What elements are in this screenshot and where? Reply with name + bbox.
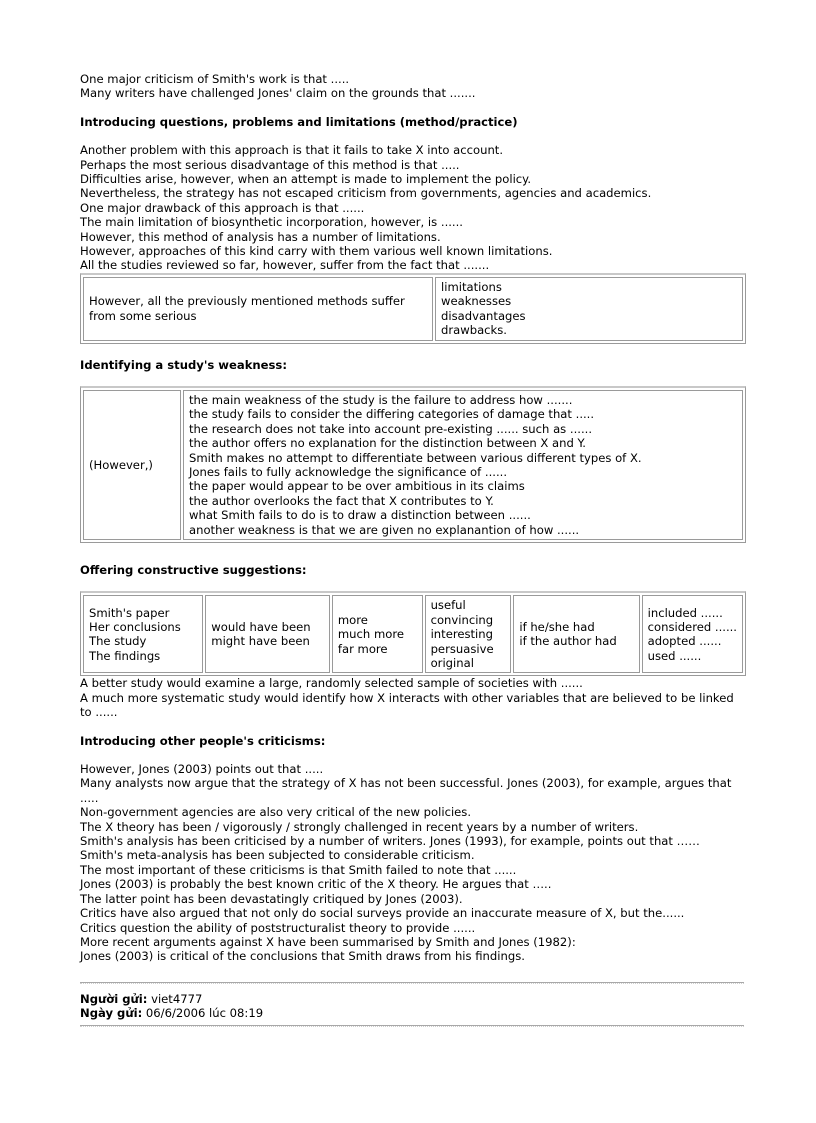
document-page — [80, 72, 744, 1027]
section-heading-criticisms: Introducing other people's criticisms: — [80, 733, 326, 748]
suggestions-col-condition — [513, 595, 639, 673]
list-item: if he/she had — [519, 619, 595, 634]
suggestion-line: A better study would examine a large, randomly selected sample of societies with ...... — [80, 676, 583, 691]
list-item: The X theory has been / vigorously / strongly challenged in recent years by a number of writers. — [80, 819, 639, 834]
list-item: The main limitation of biosynthetic incorporation, however, is ...... — [80, 215, 463, 230]
list-item: All the studies reviewed so far, however, suffer from the fact that ....... — [80, 258, 490, 273]
list-item: limitations — [441, 279, 502, 294]
sender-value: viet4777 — [151, 991, 203, 1006]
list-item: However, Jones (2003) points out that ..... — [80, 762, 324, 777]
list-item: original — [430, 656, 474, 670]
suggestions-col-degree — [332, 595, 423, 673]
weakness-table-left: (However,) — [83, 390, 181, 540]
list-item: considered ...... — [647, 619, 737, 634]
intro-line: Many writers have challenged Jones' claim on the grounds that ....... — [80, 86, 476, 101]
list-item: the author overlooks the fact that X contributes to Y. — [189, 493, 494, 508]
section-heading-limitations: Introducing questions, problems and limitations (method/practice) — [80, 114, 518, 129]
sender-label: Người gửi: — [80, 991, 148, 1006]
limitations-table — [80, 273, 746, 344]
weakness-table — [80, 386, 746, 543]
list-item: Perhaps the most serious disadvantage of this method is that ..... — [80, 157, 460, 172]
list-item: far more — [337, 641, 388, 656]
divider — [80, 1025, 744, 1027]
list-item: Jones (2003) is critical of the conclusions that Smith draws from his findings. — [80, 949, 525, 964]
list-item: much more — [337, 627, 404, 642]
suggestion-line: A much more systematic study would identify how X interacts with other variables that are believed to be linked to ...... — [80, 690, 734, 720]
list-item: The latter point has been devastatingly critiqued by Jones (2003). — [80, 891, 463, 906]
list-item: Jones fails to fully acknowledge the significance of ...... — [189, 464, 508, 479]
list-item: Smith's paper — [89, 605, 170, 620]
list-item: drawbacks. — [441, 323, 507, 338]
list-item: The most important of these criticisms is that Smith failed to note that ...... — [80, 862, 517, 877]
list-item: if the author had — [519, 634, 617, 649]
list-item: the research does not take into account pre-existing ...... such as ...... — [189, 421, 593, 436]
list-item: Nevertheless, the strategy has not escaped criticism from governments, agencies and academics. — [80, 186, 652, 201]
intro-line: One major criticism of Smith's work is that ..... — [80, 72, 350, 86]
list-item: Critics question the ability of poststructuralist theory to provide ...... — [80, 920, 476, 935]
list-item: Smith makes no attempt to differentiate between various different types of X. — [189, 450, 642, 465]
list-item: weaknesses — [441, 294, 512, 309]
list-item: Critics have also argued that not only do social surveys provide an inaccurate measure of X, but the...... — [80, 906, 685, 921]
list-item: Her conclusions — [89, 619, 181, 634]
list-item: disadvantages — [441, 308, 526, 323]
limitations-list — [80, 143, 744, 273]
list-item: Jones (2003) is probably the best known critic of the X theory. He argues that ….. — [80, 877, 552, 892]
list-item: More recent arguments against X have been summarised by Smith and Jones (1982): — [80, 934, 576, 949]
list-item: included ...... — [647, 605, 723, 620]
list-item: Many analysts now argue that the strategy of X has not been successful. Jones (2003), for example, argues that ..... — [80, 776, 732, 805]
list-item: persuasive — [430, 641, 494, 656]
date-row — [80, 1006, 744, 1020]
section-heading-weakness: Identifying a study's weakness: — [80, 357, 287, 372]
limitations-table-right — [435, 277, 743, 341]
limitations-table-left — [83, 277, 433, 341]
list-item: the main weakness of the study is the failure to address how ....... — [189, 392, 573, 407]
list-item: Difficulties arise, however, when an attempt is made to implement the policy. — [80, 172, 532, 187]
list-item: might have been — [211, 634, 310, 649]
list-item: another weakness is that we are given no explanantion of how ...... — [189, 522, 580, 537]
limitations-table-left-text: However, all the previously mentioned methods suffer from some serious — [89, 294, 405, 323]
weakness-table-right — [183, 390, 743, 540]
section-heading-suggestions: Offering constructive suggestions: — [80, 562, 307, 577]
list-item: useful — [430, 598, 466, 613]
list-item: One major drawback of this approach is that ...... — [80, 200, 365, 215]
list-item: Smith's analysis has been criticised by a number of writers. Jones (1993), for example, points out that …… — [80, 834, 700, 849]
list-item: what Smith fails to do is to draw a distinction between ...... — [189, 508, 531, 523]
suggestions-table — [80, 591, 746, 676]
list-item: convincing — [430, 612, 494, 627]
list-item: interesting — [430, 627, 493, 642]
suggestions-col-subject — [83, 595, 203, 673]
criticisms-list — [80, 762, 744, 964]
list-item: the study fails to consider the differing categories of damage that ..... — [189, 407, 595, 422]
list-item: Smith's meta-analysis has been subjected to considerable criticism. — [80, 848, 475, 863]
sender-row — [80, 992, 744, 1006]
suggestions-col-action — [642, 595, 743, 673]
list-item: adopted ...... — [647, 634, 722, 649]
list-item: the paper would appear to be over ambitious in its claims — [189, 479, 525, 494]
list-item: the author offers no explanation for the distinction between X and Y. — [189, 436, 586, 451]
list-item: Another problem with this approach is that it fails to take X into account. — [80, 143, 504, 158]
list-item: more — [337, 612, 368, 627]
list-item: used ...... — [647, 648, 702, 663]
date-label: Ngày gửi: — [80, 1006, 143, 1021]
suggestions-col-verb — [205, 595, 330, 673]
date-value: 06/6/2006 lúc 08:19 — [145, 1006, 264, 1021]
list-item: The study — [89, 634, 147, 649]
list-item: Non-government agencies are also very critical of the new policies. — [80, 805, 472, 820]
list-item: However, this method of analysis has a number of limitations. — [80, 229, 441, 244]
list-item: The findings — [89, 648, 161, 663]
list-item: However, approaches of this kind carry with them various well known limitations. — [80, 244, 553, 259]
suggestions-col-adjective — [425, 595, 512, 673]
list-item: would have been — [211, 619, 311, 634]
